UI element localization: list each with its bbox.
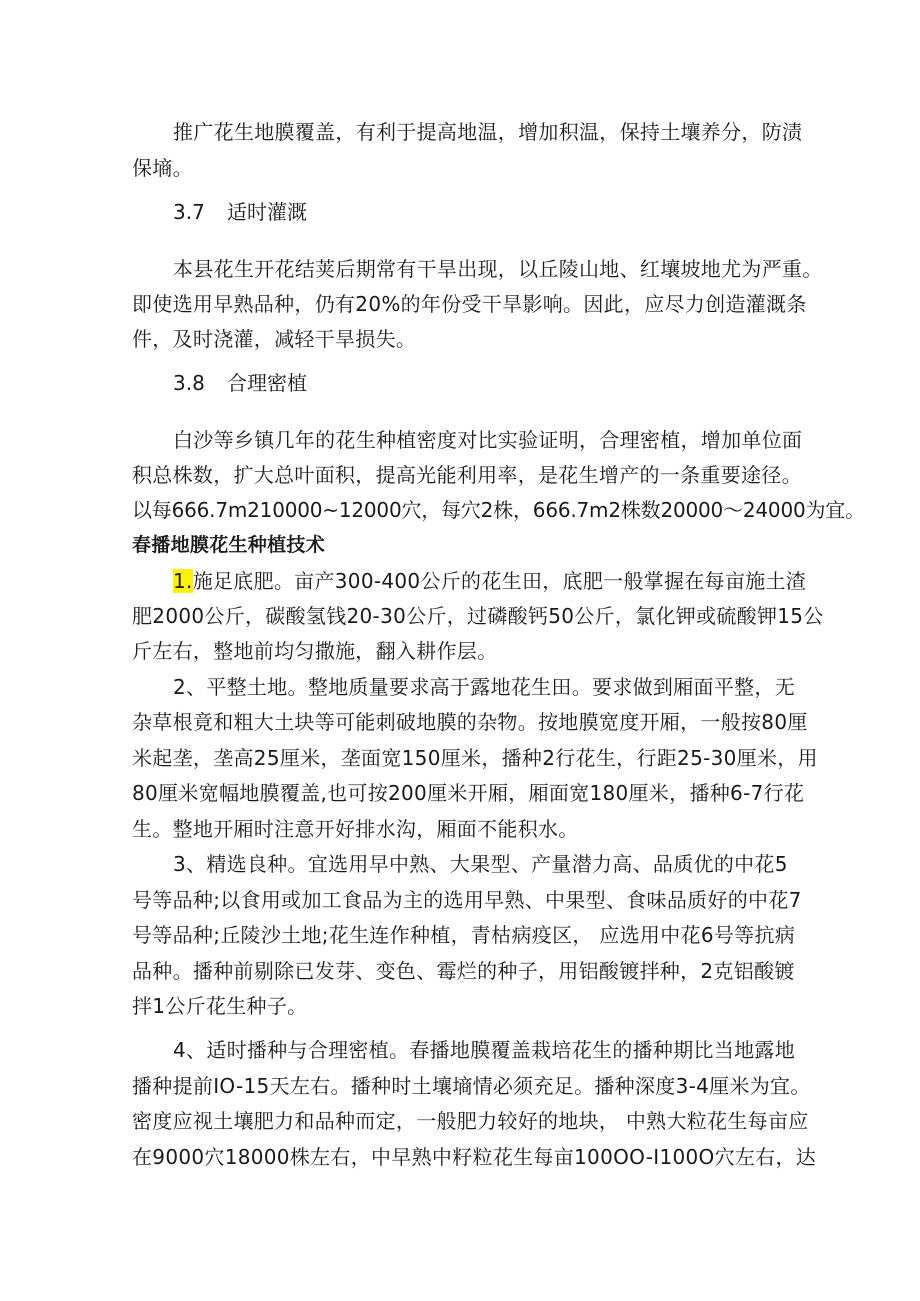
text-line: 件，及时浇灌，减轻干旱损失。 — [132, 327, 417, 351]
text-line: 拌1公斤花生种子。 — [132, 994, 308, 1018]
list-item-4: 4、适时播种与合理密植。春播地膜覆盖栽培花生的播种期比当地露地 — [173, 1038, 796, 1062]
text-line: 密度应视土壤肥力和品种而定，一般肥力较好的地块， 中熟大粒花生每亩应 — [132, 1109, 809, 1133]
text-line: 保墒。 — [132, 156, 193, 180]
heading-number: 3.8 — [173, 371, 205, 395]
text-line: 80厘米宽幅地膜覆盖,也可按200厘米开厢，厢面宽180厘米，播种6-7行花 — [132, 781, 805, 805]
text-line: 肥2000公斤，碳酸氢钱20-30公斤，过磷酸钙50公斤，氯化钾或硫酸钾15公 — [132, 604, 824, 628]
text-line: 杂草根竟和粗大土块等可能刺破地膜的杂物。按地膜宽度开厢，一般按80厘 — [132, 710, 808, 734]
heading-text: 适时灌溉 — [227, 200, 307, 224]
list-item-2: 2、平整土地。整地质量要求高于露地花生田。要求做到厢面平整，无 — [173, 675, 796, 699]
heading-text: 合理密植 — [227, 371, 307, 395]
section-heading-3-8 — [173, 369, 307, 397]
text-line: 积总株数，扩大总叶面积，提高光能利用率，是花生增产的一条重要途径。 — [132, 463, 802, 487]
text-line: 推广花生地膜覆盖，有利于提高地温，增加积温，保持土壤养分，防渍 — [173, 120, 803, 144]
highlighted-marker: 1. — [173, 569, 193, 593]
text-line: 品种。播种前剔除已发芽、变色、霉烂的种子，用铝酸镀拌种，2克铝酸镀 — [132, 959, 795, 983]
text-line: 号等品种;丘陵沙土地;花生连作种植，青枯病疫区， 应选用中花6号等抗病 — [132, 923, 796, 947]
list-item-1 — [173, 567, 806, 595]
text-line: 在9000穴18000株左右，中早熟中籽粒花生每亩100OO-I100O穴左右，达 — [132, 1145, 817, 1169]
text-line: 生。整地开厢时注意开好排水沟，厢面不能积水。 — [132, 817, 579, 841]
text-line: 施足底肥。亩产300-400公斤的花生田，底肥一般掌握在每亩施土渣 — [192, 569, 807, 593]
text-line: 以每666.7m210000~12000穴，每穴2株，666.7m2株数20000～24000为宜。 — [132, 498, 865, 522]
text-line: 斤左右，整地前均匀撒施，翻入耕作层。 — [132, 639, 498, 663]
list-item-3: 3、精选良种。宜选用早中熟、大果型、产量潜力高、品质优的中花5 — [173, 852, 788, 876]
section-heading-3-7 — [173, 198, 307, 226]
text-line: 本县花生开花结荚后期常有干旱出现，以丘陵山地、红壤坡地尤为严重。 — [173, 257, 823, 281]
document-title: 春播地膜花生种植技术 — [132, 534, 326, 556]
heading-number: 3.7 — [173, 200, 205, 224]
text-line: 白沙等乡镇几年的花生种植密度对比实验证明，合理密植，增加单位面 — [173, 428, 803, 452]
text-line: 号等品种;以食用或加工食品为主的选用早熟、中果型、食味品质好的中花7 — [132, 888, 802, 912]
text-line: 即使选用早熟品种，仍有20%的年份受干旱影响。因此，应尽力创造灌溉条 — [132, 292, 807, 316]
text-line: 播种提前IO-15天左右。播种时土壤墒情必须充足。播种深度3-4厘米为宜。 — [132, 1074, 811, 1098]
text-line: 米起垄，垄高25厘米，垄面宽150厘米，播种2行花生，行距25-30厘米，用 — [132, 746, 818, 770]
